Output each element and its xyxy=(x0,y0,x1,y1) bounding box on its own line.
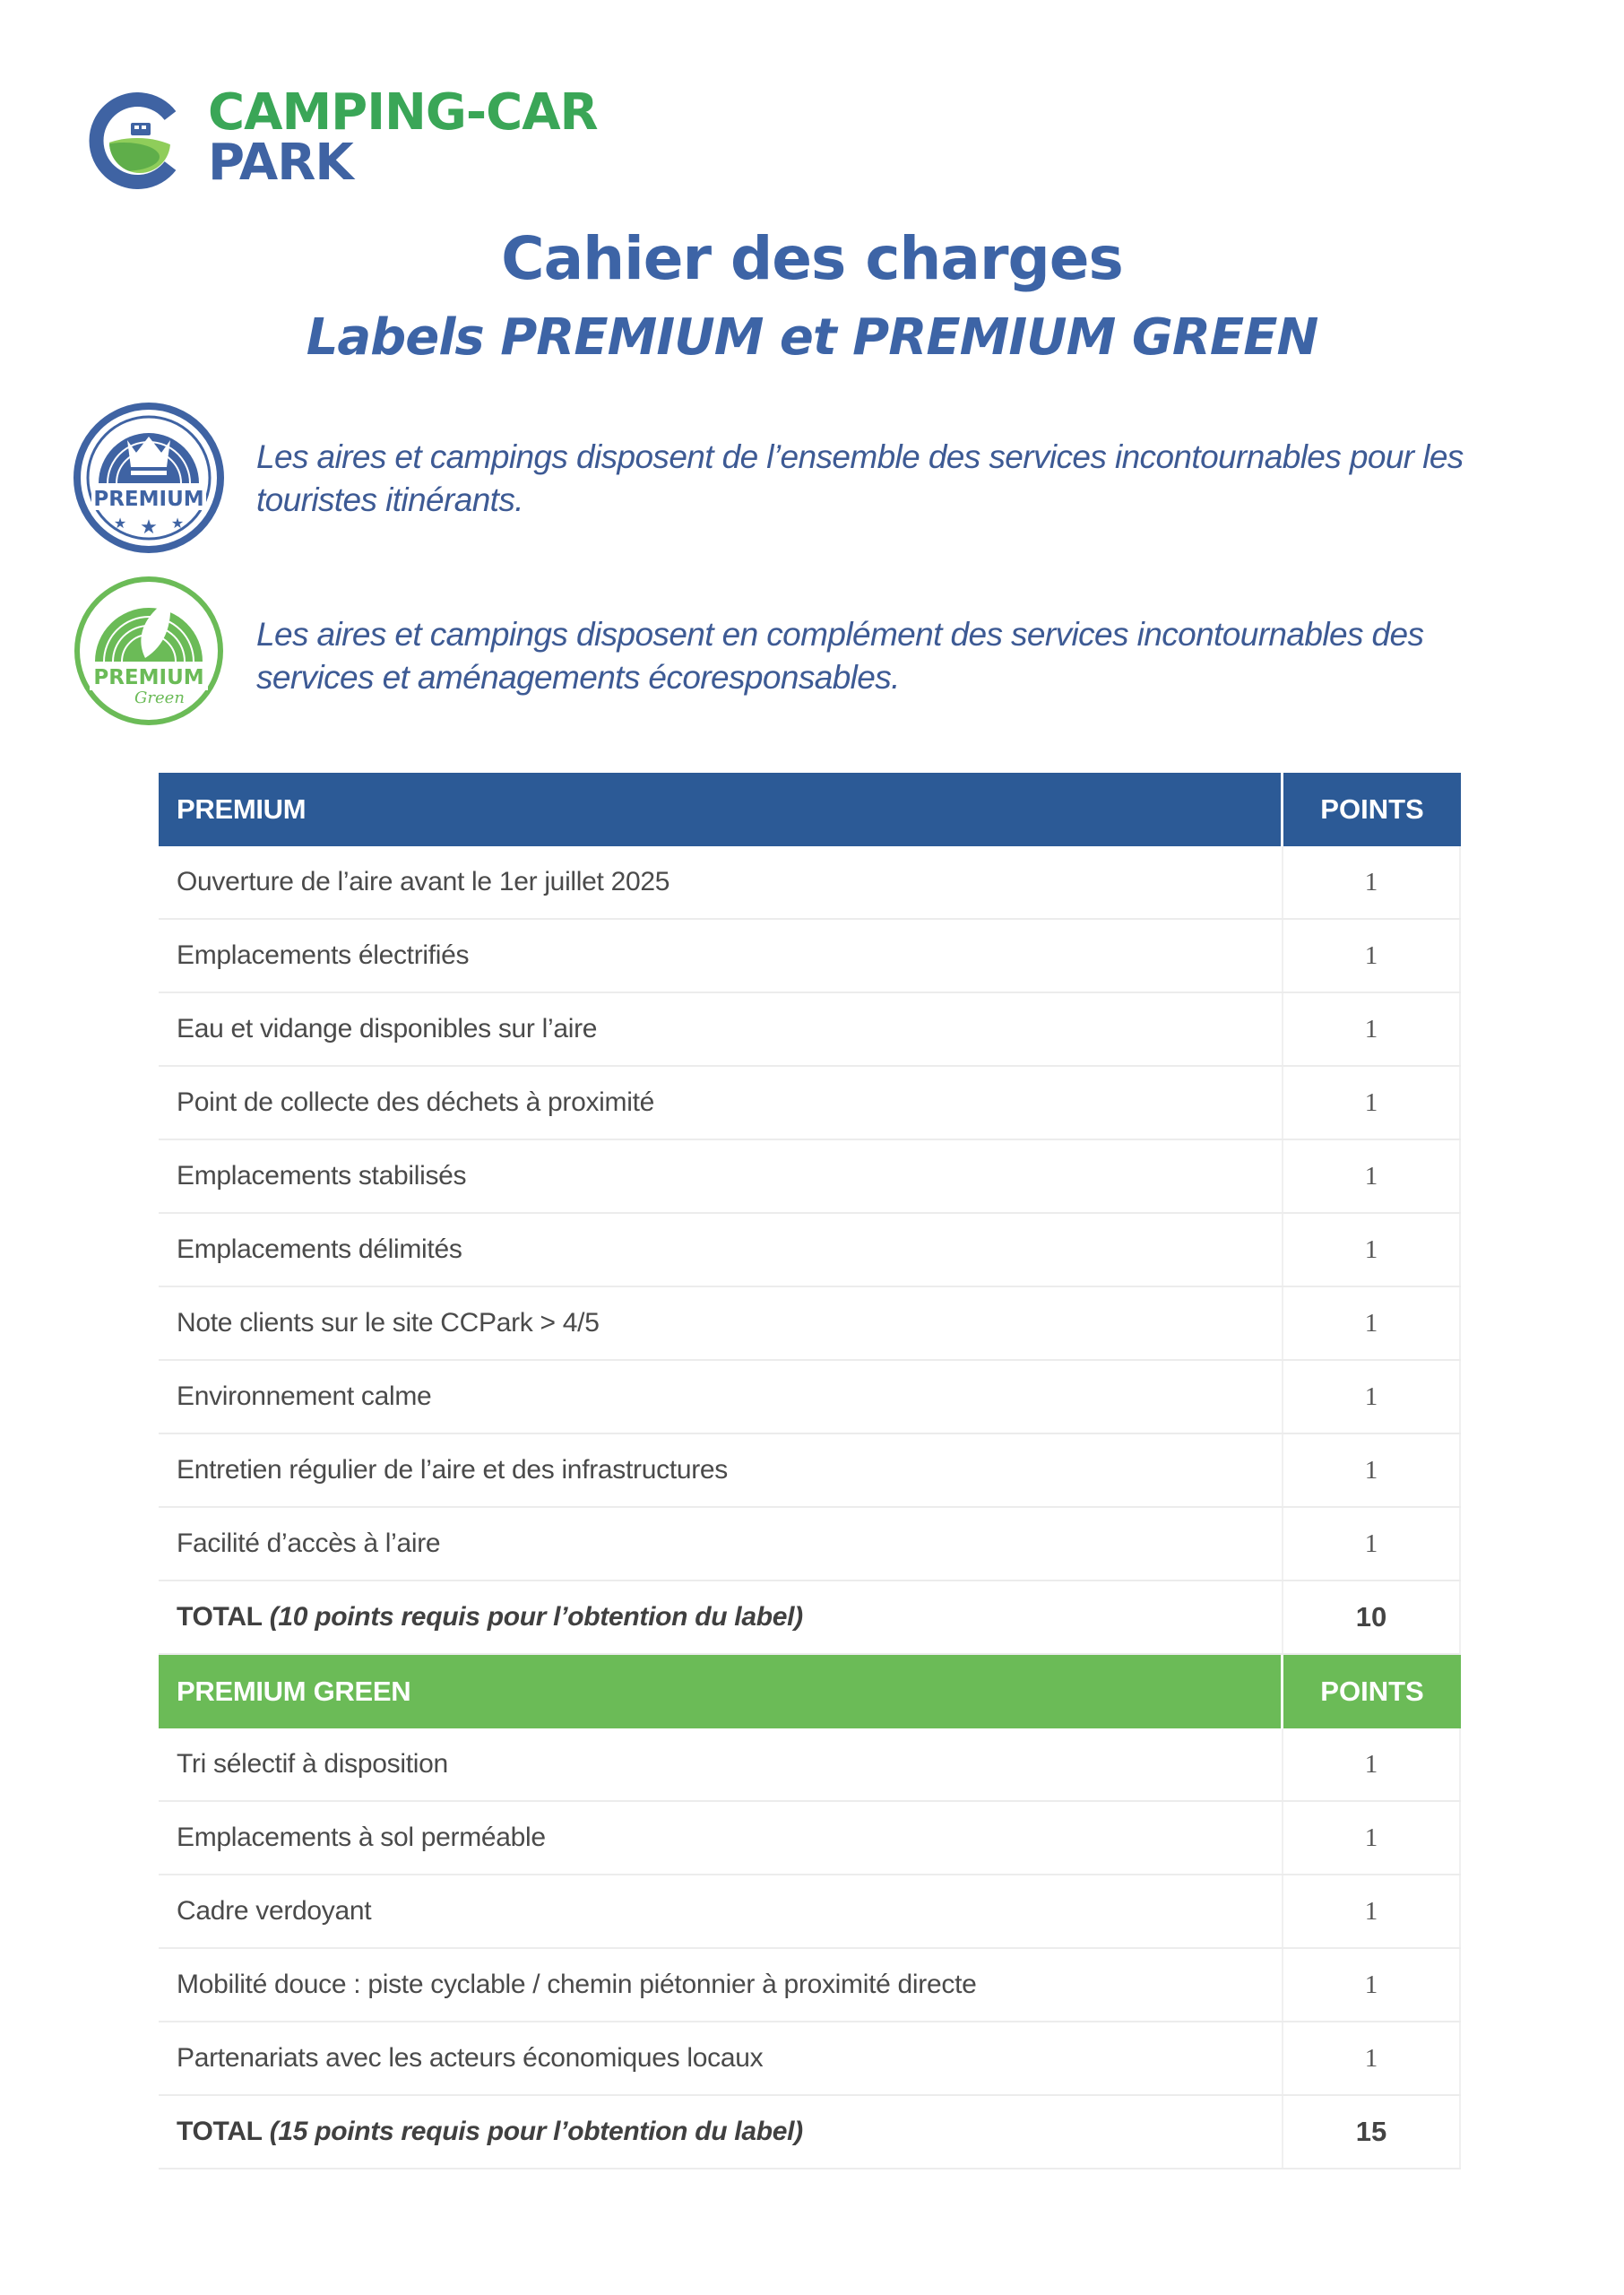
criteria-points: 1 xyxy=(1283,1361,1461,1433)
criteria-label: Environnement calme xyxy=(159,1361,1283,1433)
green-header-label: PREMIUM GREEN xyxy=(159,1655,1283,1728)
criteria-label: Cadre verdoyant xyxy=(159,1875,1283,1947)
premium-total-note: (10 points requis pour l’obtention du label) xyxy=(269,1602,803,1632)
criteria-label: Facilité d’accès à l’aire xyxy=(159,1508,1283,1580)
criteria-points: 1 xyxy=(1283,1508,1461,1580)
criteria-label: Emplacements stabilisés xyxy=(159,1140,1283,1212)
green-criteria-row xyxy=(159,1802,1461,1875)
criteria-points: 1 xyxy=(1283,1434,1461,1506)
criteria-label: Emplacements délimités xyxy=(159,1214,1283,1286)
premium-header-points: POINTS xyxy=(1283,773,1461,846)
criteria-label: Point de collecte des déchets à proximité xyxy=(159,1067,1283,1139)
criteria-points: 1 xyxy=(1283,1214,1461,1286)
premium-criteria-row xyxy=(159,846,1461,920)
green-total-row xyxy=(159,2096,1461,2169)
green-total-points: 15 xyxy=(1283,2096,1461,2168)
premium-total-row xyxy=(159,1581,1461,1655)
logo-text-line1: CAMPING-CAR xyxy=(208,83,598,142)
criteria-points: 1 xyxy=(1283,1802,1461,1874)
premium-criteria-row xyxy=(159,993,1461,1067)
premium-criteria-row xyxy=(159,1508,1461,1581)
premium-criteria-row xyxy=(159,920,1461,993)
green-total-label: TOTAL xyxy=(177,2117,263,2146)
green-criteria-row xyxy=(159,1949,1461,2022)
criteria-points: 1 xyxy=(1283,1728,1461,1800)
company-logo xyxy=(88,83,626,195)
green-criteria-row xyxy=(159,1728,1461,1802)
premium-table-header xyxy=(159,773,1461,846)
logo-text-line2: PARK xyxy=(208,134,353,192)
premium-total-label: TOTAL xyxy=(177,1602,263,1632)
criteria-points: 1 xyxy=(1283,1067,1461,1139)
premium-description: Les aires et campings disposent de l’ensemble des services incontournables pour les touristes itinérants. xyxy=(256,438,1464,518)
criteria-points: 1 xyxy=(1283,1140,1461,1212)
premium-criteria-row xyxy=(159,1140,1461,1214)
premium-header-label: PREMIUM xyxy=(159,773,1283,846)
criteria-label: Entretien régulier de l’aire et des infrastructures xyxy=(159,1434,1283,1506)
premium-green-badge-text: PREMIUM xyxy=(93,666,204,689)
page-title: Cahier des charges xyxy=(501,224,1123,293)
premium-green-description: Les aires et campings disposent en complément des services incontournables des services et aménagements écoresponsables. xyxy=(256,616,1424,696)
green-table-header xyxy=(159,1655,1461,1728)
svg-text:★: ★ xyxy=(140,515,158,538)
premium-badge-icon xyxy=(72,401,226,555)
premium-total-points: 10 xyxy=(1283,1581,1461,1653)
premium-criteria-row xyxy=(159,1434,1461,1508)
green-header-points: POINTS xyxy=(1283,1655,1461,1728)
page-subtitle: Labels PREMIUM et PREMIUM GREEN xyxy=(306,308,1318,367)
criteria-points: 1 xyxy=(1283,920,1461,992)
camping-car-park-logo-icon xyxy=(88,92,185,189)
green-total-note: (15 points requis pour l’obtention du label) xyxy=(269,2117,803,2146)
criteria-label: Note clients sur le site CCPark > 4/5 xyxy=(159,1287,1283,1359)
criteria-points: 1 xyxy=(1283,993,1461,1065)
criteria-label: Ouverture de l’aire avant le 1er juillet 2025 xyxy=(159,846,1283,918)
premium-green-badge-icon xyxy=(72,574,226,728)
criteria-points: 1 xyxy=(1283,1287,1461,1359)
premium-criteria-row xyxy=(159,1287,1461,1361)
green-script-text: Green xyxy=(134,688,185,707)
criteria-label: Eau et vidange disponibles sur l’aire xyxy=(159,993,1283,1065)
criteria-label: Mobilité douce : piste cyclable / chemin piétonnier à proximité directe xyxy=(159,1949,1283,2021)
criteria-label: Emplacements électrifiés xyxy=(159,920,1283,992)
premium-criteria-row xyxy=(159,1214,1461,1287)
criteria-points: 1 xyxy=(1283,1875,1461,1947)
premium-badge-text: PREMIUM xyxy=(93,488,204,511)
green-criteria-row xyxy=(159,1875,1461,1949)
svg-text:★: ★ xyxy=(113,516,127,532)
premium-criteria-row xyxy=(159,1361,1461,1434)
criteria-label: Tri sélectif à disposition xyxy=(159,1728,1283,1800)
criteria-points: 1 xyxy=(1283,1949,1461,2021)
criteria-table xyxy=(159,773,1461,2169)
criteria-points: 1 xyxy=(1283,2022,1461,2094)
criteria-label: Partenariats avec les acteurs économiques locaux xyxy=(159,2022,1283,2094)
svg-text:★: ★ xyxy=(170,516,185,532)
green-criteria-row xyxy=(159,2022,1461,2096)
criteria-label: Emplacements à sol perméable xyxy=(159,1802,1283,1874)
criteria-points: 1 xyxy=(1283,846,1461,918)
premium-criteria-row xyxy=(159,1067,1461,1140)
